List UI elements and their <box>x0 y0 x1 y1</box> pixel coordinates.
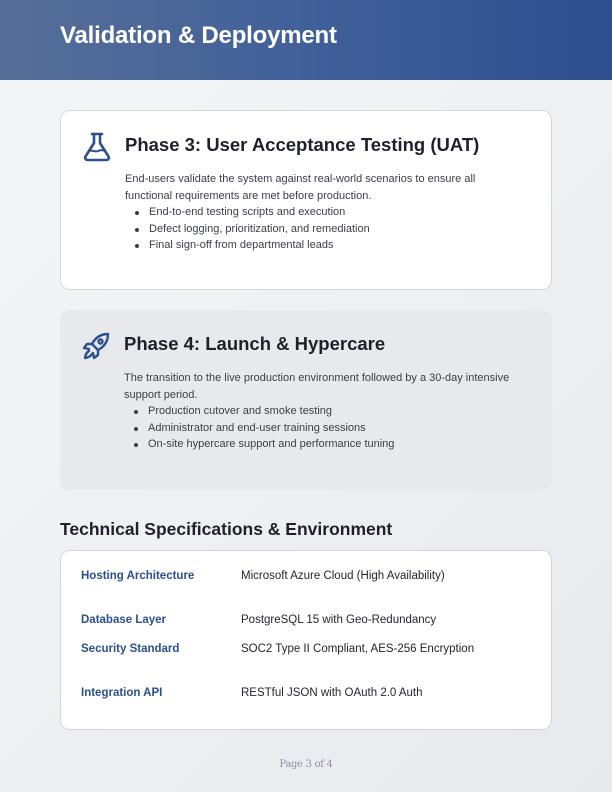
list-item: End-to-end testing scripts and execution <box>125 204 525 221</box>
page-number: Page 3 of 4 <box>279 759 333 770</box>
spec-value: RESTful JSON with OAuth 2.0 Auth <box>241 687 423 699</box>
spec-label: Hosting Architecture <box>81 570 195 582</box>
list-item: Administrator and end-user training sessions <box>124 420 524 437</box>
rocket-icon <box>80 330 112 362</box>
section-title-specs: Technical Specifications & Environment <box>60 519 393 539</box>
spec-value: Microsoft Azure Cloud (High Availability) <box>241 570 445 582</box>
spec-label: Database Layer <box>81 614 167 626</box>
page-title: Validation & Deployment <box>60 22 337 49</box>
list-item: Defect logging, prioritization, and remediation <box>125 221 525 238</box>
spec-value: PostgreSQL 15 with Geo-Redundancy <box>241 614 437 626</box>
phase-item-list <box>124 403 524 453</box>
phase-title: Phase 4: Launch & Hypercare <box>124 333 386 354</box>
spec-label: Integration API <box>81 687 163 699</box>
list-item: On-site hypercare support and performance tuning <box>124 436 524 453</box>
phase-title: Phase 3: User Acceptance Testing (UAT) <box>125 134 480 155</box>
list-item: Production cutover and smoke testing <box>124 403 524 420</box>
specs-card <box>60 550 552 730</box>
phase-card-launch <box>60 310 552 490</box>
phase-description: End-users validate the system against real-world scenarios to ensure all functional requirements are met before production. <box>125 173 476 202</box>
phase-item-list <box>125 204 525 254</box>
flask-icon <box>81 131 113 163</box>
spec-label: Security Standard <box>81 643 180 655</box>
phase-description: The transition to the live production environment followed by a 30-day intensive support period. <box>124 372 510 401</box>
page-header <box>0 0 612 80</box>
spec-value: SOC2 Type II Compliant, AES-256 Encryption <box>241 643 475 655</box>
list-item: Final sign-off from departmental leads <box>125 237 525 254</box>
phase-card-uat <box>60 110 552 290</box>
